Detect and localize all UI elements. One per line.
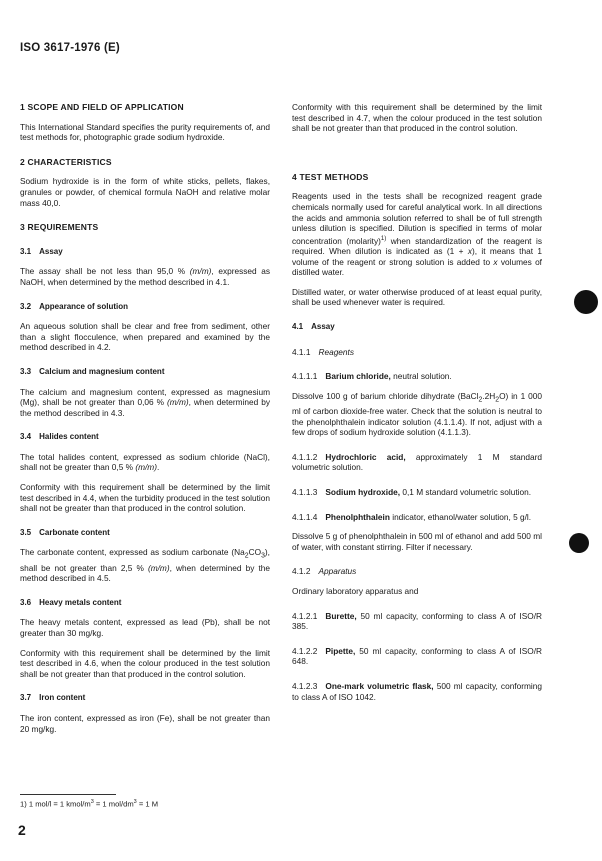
page-number: 2 bbox=[18, 822, 26, 838]
section-3-4-heading: 3.4 Halides content bbox=[20, 432, 99, 442]
section-4-1-2-3-text: 4.1.2.3 One-mark volumetric flask, 500 ml capacity, conforming to class A of ISO 1042. bbox=[292, 681, 542, 702]
section-3-heading: 3 REQUIREMENTS bbox=[20, 222, 99, 233]
section-4-water-text: Distilled water, or water otherwise produced of at least equal purity, shall be used whenever water is required. bbox=[292, 286, 542, 308]
section-4-1-1-4-heading: 4.1.1.4 Phenolphthalein indicator, ethanol/water solution, 5 g/l. bbox=[292, 511, 532, 522]
section-3-3-text: The calcium and magnesium content, expressed as magnesium (Mg), shall be not greater than 0,06 % (m/m), when determined by the method described in 4.3. bbox=[20, 386, 270, 418]
footnote-divider bbox=[20, 794, 116, 795]
section-3-7-heading: 3.7 Iron content bbox=[20, 693, 86, 703]
section-3-6-heading: 3.6 Heavy metals content bbox=[20, 597, 122, 607]
section-3-5-text: The carbonate content, expressed as sodium carbonate $(Na_2CO_3)$, shall be not greater than 2,5 % (m/m), when determined by the method described in 4.5. bbox=[20, 547, 270, 584]
section-3-6-conformity: Conformity with this requirement shall be determined by the limit test described in 4.6, when the colour produced in the test solution shall be not greater than that produced in the control solution. bbox=[20, 647, 270, 679]
section-2-heading: 2 CHARACTERISTICS bbox=[20, 156, 112, 167]
section-4-1-2-heading: 4.1.2 Apparatus bbox=[292, 566, 357, 577]
section-3-7-conformity: Conformity with this requirement shall be determined by the limit test described in 4.7, when the colour produced in the test solution shall be not greater than that produced in the control solution. bbox=[292, 102, 542, 134]
section-3-1-text: The assay shall be not less than 95,0 % (m/m), expressed as NaOH, when determined by the method described in 4.1. bbox=[20, 266, 270, 287]
section-4-1-1-3-text: 4.1.1.3 Sodium hydroxide, 0,1 M standard volumetric solution. bbox=[292, 487, 532, 498]
section-3-7-text: The iron content, expressed as iron (Fe), shall be not greater than 20 mg/kg. bbox=[20, 713, 270, 734]
section-4-1-1-4-text: Dissolve 5 g of phenolphthalein in 500 ml of ethanol and add 500 ml of water, with constant stirring. Filter if necessary. bbox=[292, 531, 542, 552]
section-3-1-heading: 3.1 Assay bbox=[20, 246, 63, 256]
left-column bbox=[20, 102, 270, 734]
punch-hole-mark bbox=[574, 290, 598, 314]
punch-hole-mark bbox=[569, 533, 589, 553]
section-4-1-heading: 4.1 Assay bbox=[292, 322, 335, 332]
section-4-1-1-1-text: Dissolve 100 g of barium chloride dihydrate $(BaCl_2.2H_2O)$ in 1 000 ml of carbon dioxide-free water. Check that the solution is neutral to the phenolphthalein indicator solution (4.1.1.4). If not, adjust with a few drops of sodium hydroxide solution (4.1.1.3). bbox=[292, 390, 542, 438]
section-4-heading: 4 TEST METHODS bbox=[292, 171, 369, 182]
section-3-4-text: The total halides content, expressed as sodium chloride (NaCl), shall not be greater than 0,5 % (m/m). bbox=[20, 451, 270, 473]
section-4-1-2-text: Ordinary laboratory apparatus and bbox=[292, 586, 419, 597]
section-4-1-1-heading: 4.1.1 Reagents bbox=[292, 346, 354, 357]
section-3-2-text: An aqueous solution shall be clear and free from sediment, other than a slight flocculence, when prepared and examined by the method described in 4.2. bbox=[20, 321, 270, 353]
section-3-3-heading: 3.3 Calcium and magnesium content bbox=[20, 366, 165, 376]
section-4-1-2-1-text: 4.1.2.1 Burette, 50 ml capacity, conforming to class A of ISO/R 385. bbox=[292, 610, 542, 632]
section-4-1-1-2-text: 4.1.1.2 Hydrochloric acid, approximately 1 M standard volumetric solution. bbox=[292, 451, 542, 473]
section-1-heading: 1 SCOPE AND FIELD OF APPLICATION bbox=[20, 102, 184, 112]
section-3-2-heading: 3.2 Appearance of solution bbox=[20, 301, 129, 311]
section-3-6-text: The heavy metals content, expressed as lead (Pb), shall be not greater than 30 mg/kg. bbox=[20, 617, 270, 639]
section-2-text: Sodium hydroxide is in the form of white sticks, pellets, flakes, granules or powder, of chemical formula NaOH and relative molar mass 40,0. bbox=[20, 176, 270, 208]
right-column bbox=[292, 102, 542, 702]
section-3-4-conformity: Conformity with this requirement shall be determined by the limit test described in 4.4, when the turbidity produced in the test solution shall not be greater than that produced in the control solution. bbox=[20, 482, 270, 514]
section-4-1-1-1-heading: 4.1.1.1 Barium chloride, neutral solution. bbox=[292, 371, 452, 382]
section-3-5-heading: 3.5 Carbonate content bbox=[20, 527, 110, 537]
document-title: ISO 3617-1976 (E) bbox=[20, 42, 120, 54]
section-4-text: Reagents used in the tests shall be recognized reagent grade chemicals normally used for careful analytical work. In all directions the acids and ammonia solution referred to shall be of full strength unless dilution is specified. Dilution is specified in terms of molar concentration (molarity)$^{1)}$ when standardization of the reagent is required. When dilution is indicated as (1 + x), it means that 1 volume of the reagent or strong solution is added to x volumes of distilled water. bbox=[292, 191, 542, 278]
section-1-text: This International Standard specifies the purity requirements of, and test methods for, photographic grade sodium hydroxide. bbox=[20, 121, 270, 143]
section-4-1-2-2-text: 4.1.2.2 Pipette, 50 ml capacity, conforming to class A of ISO/R 648. bbox=[292, 645, 542, 667]
footnote: 1) 1 mol/l = 1 kmol/$m^3 = 1$ mol/$dm^3 = 1$ M bbox=[20, 799, 159, 809]
